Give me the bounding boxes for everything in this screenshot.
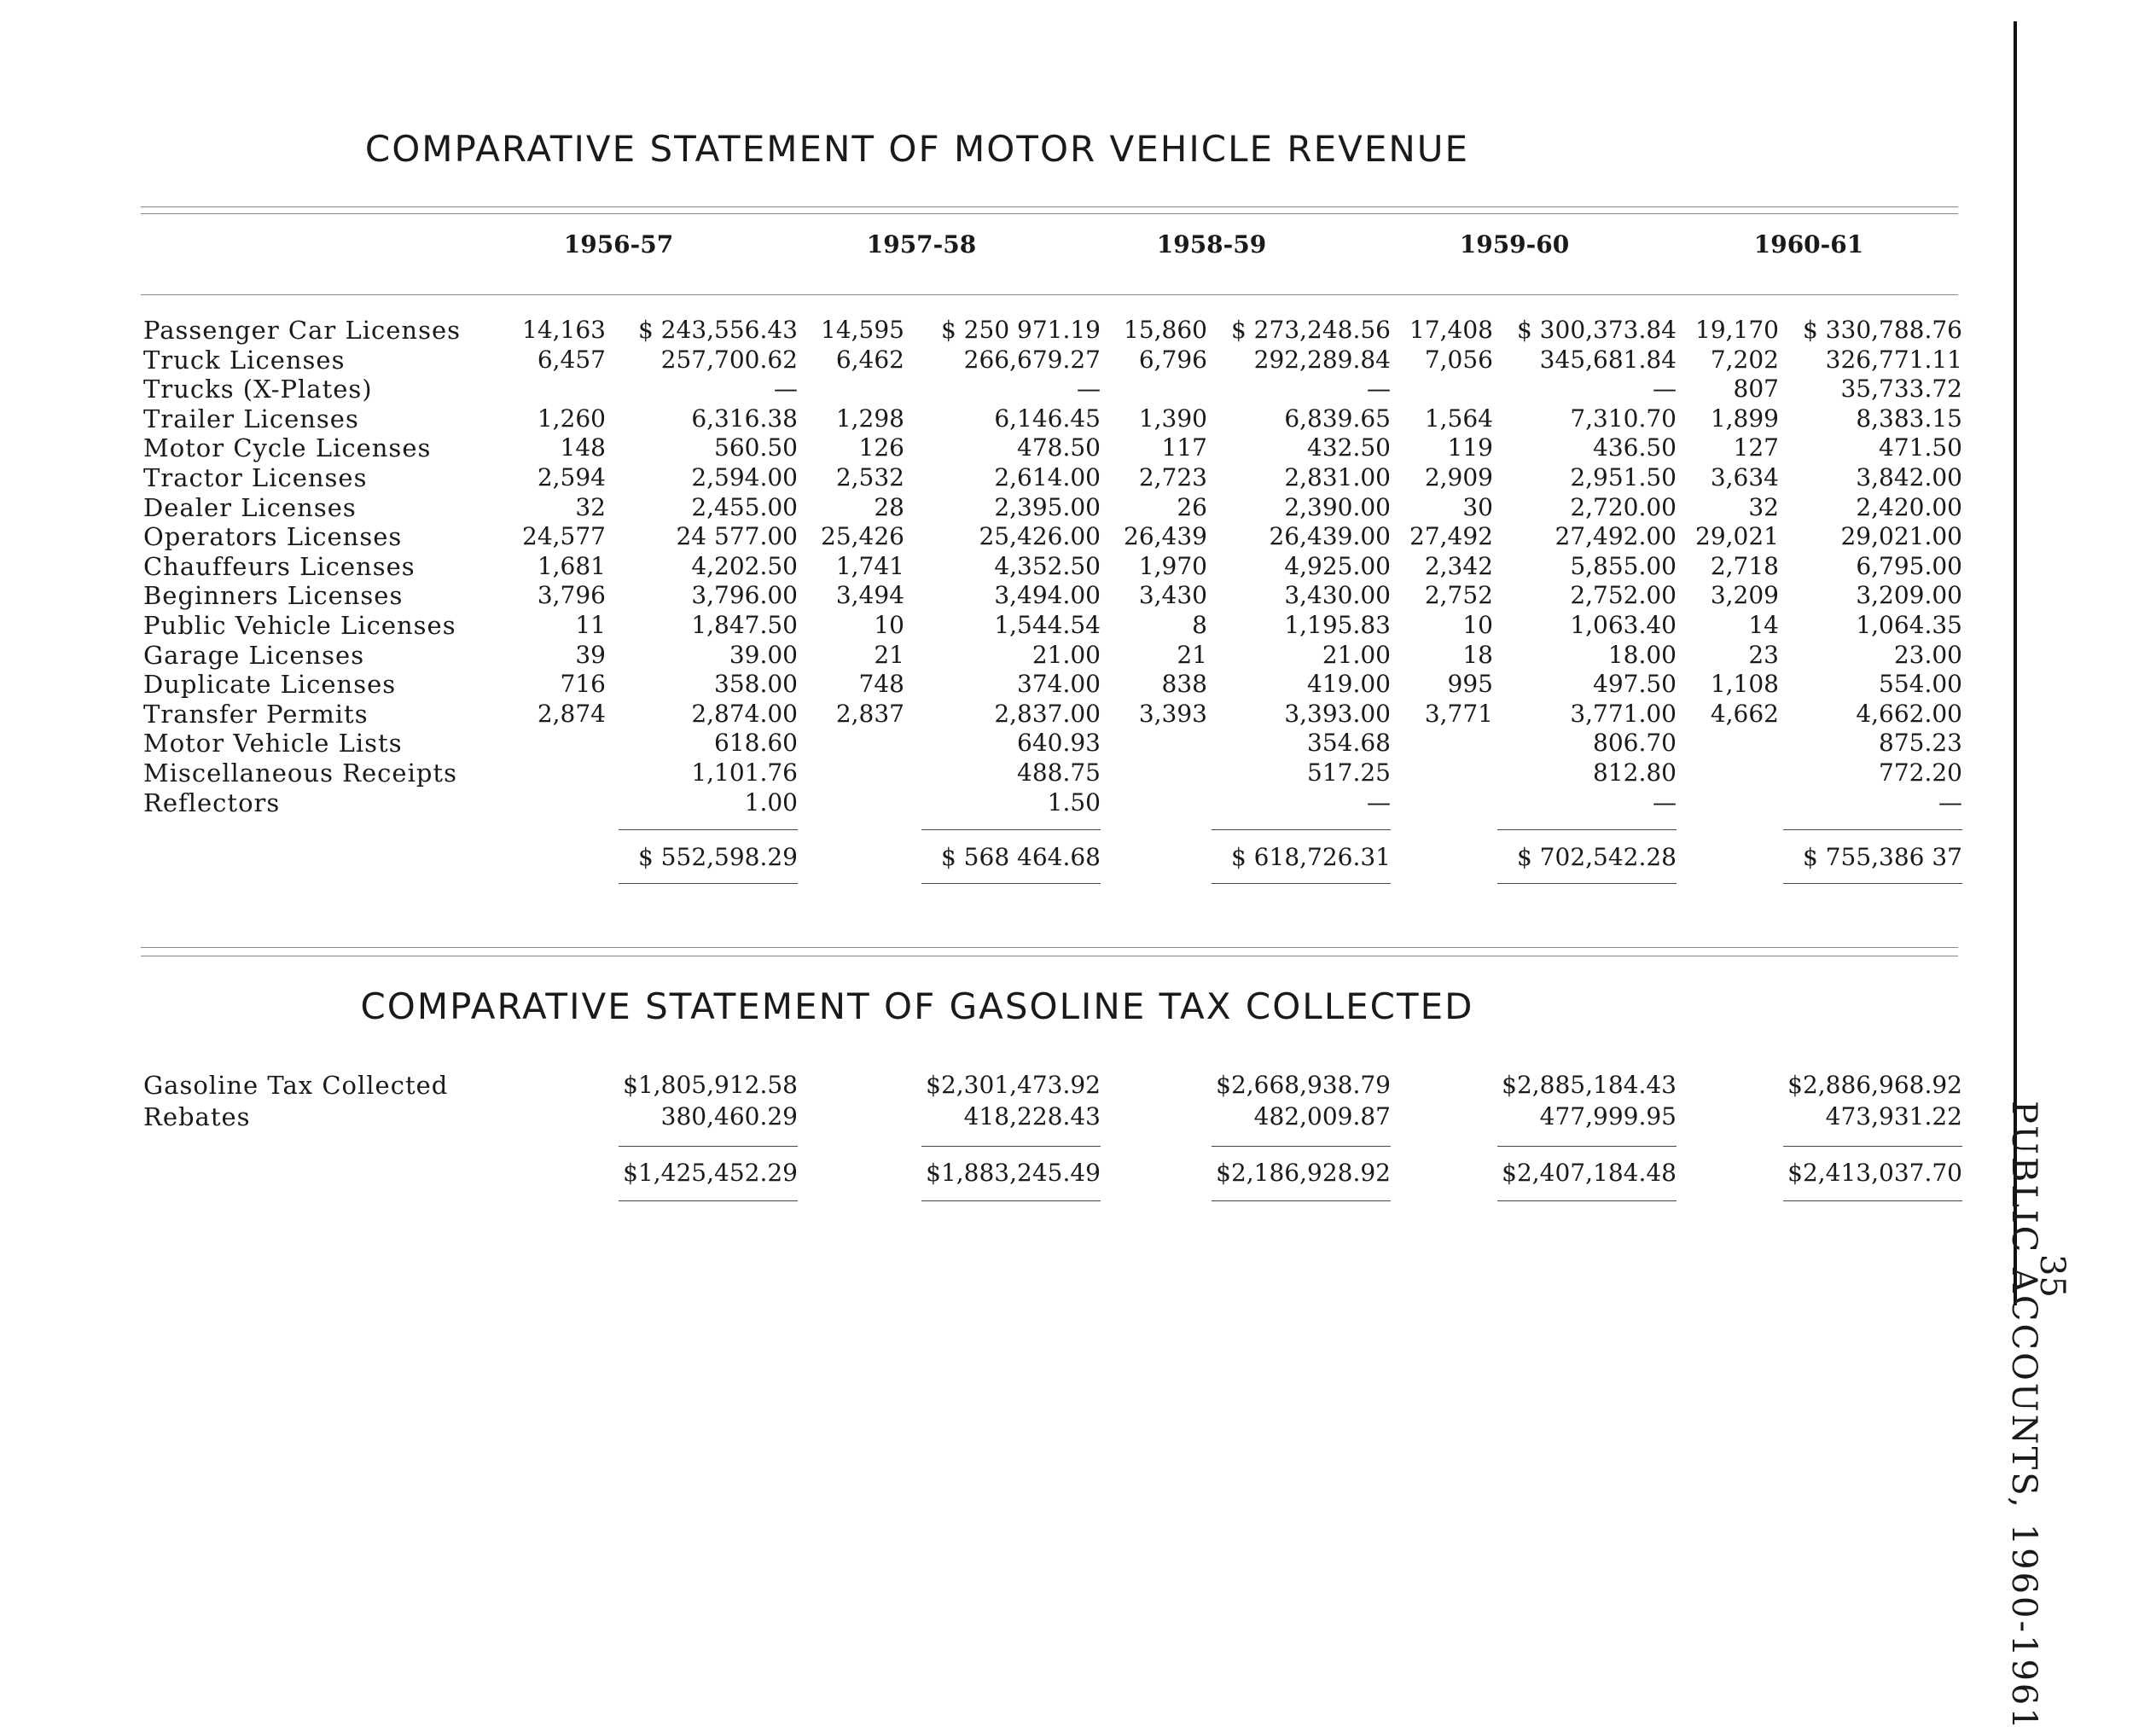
count-cell: 838: [1161, 670, 1207, 699]
amount-cell: 5,855.00: [1570, 551, 1677, 580]
count-cell: 2,909: [1424, 463, 1493, 491]
count-cell: 127: [1733, 433, 1779, 462]
rule: [141, 294, 1958, 295]
count-cell: 23: [1748, 640, 1779, 669]
count-cell: 3,430: [1138, 581, 1207, 610]
row-label: Passenger Car Licenses: [143, 316, 462, 345]
count-cell: 32: [575, 492, 606, 521]
count-cell: 14: [1748, 611, 1779, 639]
total-rule: [619, 1200, 798, 1201]
amount-cell: 326,771.11: [1825, 345, 1962, 374]
amount-cell: 3,796.00: [691, 581, 798, 610]
amount-cell: 1,847.50: [691, 611, 798, 639]
amount-cell: 640.93: [1017, 729, 1101, 758]
row-label: Public Vehicle Licenses: [143, 611, 456, 640]
total-rule: [1497, 1146, 1677, 1147]
amount-cell: 25,426.00: [979, 522, 1101, 551]
amount-cell: 478.50: [1017, 433, 1101, 462]
count-cell: 148: [560, 433, 606, 462]
total-cell: $ 618,726.31: [1230, 843, 1391, 871]
amount-cell: 26,439.00: [1269, 522, 1391, 551]
row-label: Beginners Licenses: [143, 581, 404, 611]
count-cell: 14,595: [821, 316, 904, 344]
amount-cell: —: [1653, 375, 1677, 404]
amount-cell: 18.00: [1607, 640, 1677, 669]
count-cell: 10: [1462, 611, 1493, 639]
total-rule: [1212, 883, 1391, 884]
motor-title: COMPARATIVE STATEMENT OF MOTOR VEHICLE REVENUE: [364, 128, 1470, 170]
amount-cell: 1,064.35: [1856, 611, 1962, 639]
amount-cell: 4,662.00: [1856, 699, 1962, 728]
amount-cell: $2,885,184.43: [1502, 1071, 1677, 1099]
amount-cell: 812.80: [1593, 758, 1677, 787]
amount-cell: 266,679.27: [963, 345, 1101, 374]
amount-cell: $ 300,373.84: [1516, 316, 1677, 344]
amount-cell: 4,352.50: [994, 551, 1101, 580]
count-cell: 26: [1177, 492, 1207, 521]
count-cell: 1,298: [835, 404, 904, 433]
row-label: Chauffeurs Licenses: [143, 551, 416, 581]
amount-cell: 517.25: [1307, 758, 1391, 787]
amount-cell: 354.68: [1307, 729, 1391, 758]
amount-cell: 3,494.00: [994, 581, 1101, 610]
count-cell: 26,439: [1124, 522, 1207, 551]
count-cell: 1,564: [1424, 404, 1493, 433]
amount-cell: 7,310.70: [1570, 404, 1677, 433]
amount-cell: 477,999.95: [1539, 1102, 1677, 1130]
count-cell: 21: [874, 640, 904, 669]
amount-cell: $ 330,788.76: [1802, 316, 1962, 344]
row-label: Operators Licenses: [143, 522, 403, 552]
amount-cell: 27,492.00: [1555, 522, 1677, 551]
total-rule: [619, 883, 798, 884]
year-header: 1960-61: [1753, 230, 1864, 259]
amount-cell: 3,430.00: [1284, 581, 1391, 610]
amount-cell: 3,393.00: [1284, 699, 1391, 728]
count-cell: 7,202: [1710, 345, 1779, 374]
count-cell: 1,390: [1138, 404, 1207, 433]
amount-cell: $2,301,473.92: [926, 1071, 1101, 1099]
count-cell: 1,108: [1710, 670, 1779, 699]
amount-cell: 1,195.83: [1284, 611, 1391, 639]
amount-cell: 1,544.54: [994, 611, 1101, 639]
amount-cell: 497.50: [1593, 670, 1677, 699]
row-label: Garage Licenses: [143, 640, 365, 670]
amount-cell: 3,209.00: [1856, 581, 1962, 610]
year-header: 1959-60: [1459, 230, 1570, 259]
amount-cell: 29,021.00: [1840, 522, 1962, 551]
count-cell: 3,209: [1710, 581, 1779, 610]
amount-cell: 806.70: [1593, 729, 1677, 758]
row-label: Motor Vehicle Lists: [143, 729, 403, 758]
total-rule: [1497, 829, 1677, 830]
total-rule: [1497, 1200, 1677, 1201]
count-cell: 807: [1733, 375, 1779, 404]
amount-cell: 482,009.87: [1253, 1102, 1391, 1130]
amount-cell: 2,951.50: [1570, 463, 1677, 491]
amount-cell: —: [1077, 375, 1101, 404]
total-rule: [619, 829, 798, 830]
count-cell: 18: [1462, 640, 1493, 669]
count-cell: 4,662: [1710, 699, 1779, 728]
amount-cell: $2,668,938.79: [1216, 1071, 1391, 1099]
amount-cell: 1.50: [1047, 788, 1101, 817]
count-cell: 25,426: [821, 522, 904, 551]
count-cell: 8: [1192, 611, 1207, 639]
row-label: Dealer Licenses: [143, 492, 357, 522]
amount-cell: 2,831.00: [1284, 463, 1391, 491]
amount-cell: 4,925.00: [1284, 551, 1391, 580]
amount-cell: —: [774, 375, 798, 404]
amount-cell: $ 243,556.43: [637, 316, 798, 344]
amount-cell: 6,146.45: [994, 404, 1101, 433]
amount-cell: 2,720.00: [1570, 492, 1677, 521]
amount-cell: 2,837.00: [994, 699, 1101, 728]
year-header: 1956-57: [563, 230, 674, 259]
total-cell: $2,407,184.48: [1502, 1159, 1677, 1187]
amount-cell: 257,700.62: [660, 345, 798, 374]
count-cell: 28: [874, 492, 904, 521]
count-cell: 11: [575, 611, 606, 639]
count-cell: 2,752: [1424, 581, 1493, 610]
amount-cell: 21.00: [1322, 640, 1391, 669]
total-cell: $ 702,542.28: [1516, 843, 1677, 871]
amount-cell: 554.00: [1879, 670, 1962, 699]
count-cell: 14,163: [522, 316, 606, 344]
year-header: 1958-59: [1156, 230, 1267, 259]
row-label: Tractor Licenses: [143, 463, 368, 492]
total-cell: $ 568 464.68: [940, 843, 1101, 871]
amount-cell: 1.00: [744, 788, 798, 817]
count-cell: 10: [874, 611, 904, 639]
row-label: Duplicate Licenses: [143, 670, 397, 700]
amount-cell: 471.50: [1879, 433, 1962, 462]
amount-cell: —: [1367, 788, 1391, 817]
amount-cell: 23.00: [1893, 640, 1962, 669]
total-rule: [1783, 883, 1962, 884]
amount-cell: 380,460.29: [660, 1102, 798, 1130]
total-rule: [921, 1146, 1101, 1147]
rule: [141, 213, 1958, 214]
amount-cell: 2,390.00: [1284, 492, 1391, 521]
row-label: Rebates: [143, 1102, 251, 1131]
amount-cell: 374.00: [1017, 670, 1101, 699]
row-label: Trucks (X-Plates): [143, 375, 373, 404]
amount-cell: 35,733.72: [1840, 375, 1962, 404]
count-cell: 2,723: [1138, 463, 1207, 491]
total-cell: $1,425,452.29: [623, 1159, 798, 1187]
count-cell: 1,970: [1138, 551, 1207, 580]
row-label: Truck Licenses: [143, 345, 346, 375]
amount-cell: 2,594.00: [691, 463, 798, 491]
row-label: Trailer Licenses: [143, 404, 359, 433]
count-cell: 716: [560, 670, 606, 699]
amount-cell: $2,886,968.92: [1787, 1071, 1962, 1099]
row-label: Miscellaneous Receipts: [143, 758, 457, 788]
count-cell: 995: [1447, 670, 1493, 699]
count-cell: 30: [1462, 492, 1493, 521]
amount-cell: 436.50: [1593, 433, 1677, 462]
total-rule: [1212, 829, 1391, 830]
amount-cell: 418,228.43: [963, 1102, 1101, 1130]
amount-cell: 39.00: [729, 640, 798, 669]
count-cell: 2,837: [835, 699, 904, 728]
amount-cell: 6,795.00: [1856, 551, 1962, 580]
amount-cell: 772.20: [1879, 758, 1962, 787]
row-label: Motor Cycle Licenses: [143, 433, 432, 463]
amount-cell: 345,681.84: [1539, 345, 1677, 374]
count-cell: 1,741: [835, 551, 904, 580]
rule: [141, 206, 1958, 207]
amount-cell: 2,395.00: [994, 492, 1101, 521]
amount-cell: 1,063.40: [1570, 611, 1677, 639]
count-cell: 3,796: [537, 581, 606, 610]
count-cell: 117: [1161, 433, 1207, 462]
amount-cell: $ 250 971.19: [940, 316, 1101, 344]
total-rule: [921, 883, 1101, 884]
total-rule: [1783, 829, 1962, 830]
total-rule: [921, 829, 1101, 830]
count-cell: 2,532: [835, 463, 904, 491]
amount-cell: 432.50: [1307, 433, 1391, 462]
amount-cell: 8,383.15: [1856, 404, 1962, 433]
count-cell: 19,170: [1695, 316, 1779, 344]
total-rule: [1497, 883, 1677, 884]
total-cell: $2,413,037.70: [1787, 1159, 1962, 1187]
amount-cell: 1,101.76: [691, 758, 798, 787]
count-cell: 39: [575, 640, 606, 669]
count-cell: 3,393: [1138, 699, 1207, 728]
amount-cell: 618.60: [714, 729, 798, 758]
count-cell: 3,771: [1424, 699, 1493, 728]
gas-title: COMPARATIVE STATEMENT OF GASOLINE TAX COLLECTED: [360, 985, 1474, 1027]
count-cell: 1,260: [537, 404, 606, 433]
amount-cell: 358.00: [714, 670, 798, 699]
total-rule: [1783, 1146, 1962, 1147]
amount-cell: 4,202.50: [691, 551, 798, 580]
total-rule: [1783, 1200, 1962, 1201]
count-cell: 7,056: [1424, 345, 1493, 374]
count-cell: 15,860: [1124, 316, 1207, 344]
row-label: Transfer Permits: [143, 699, 369, 729]
year-header: 1957-58: [866, 230, 977, 259]
amount-cell: $ 273,248.56: [1230, 316, 1391, 344]
count-cell: 21: [1177, 640, 1207, 669]
count-cell: 32: [1748, 492, 1779, 521]
amount-cell: 6,316.38: [691, 404, 798, 433]
count-cell: 27,492: [1409, 522, 1493, 551]
total-cell: $ 755,386 37: [1802, 843, 1962, 871]
amount-cell: 2,874.00: [691, 699, 798, 728]
running-head: PUBLIC ACCOUNTS, 1960-1961: [2004, 1101, 2043, 1732]
total-cell: $2,186,928.92: [1216, 1159, 1391, 1187]
amount-cell: 2,614.00: [994, 463, 1101, 491]
amount-cell: 21.00: [1032, 640, 1101, 669]
count-cell: 2,718: [1710, 551, 1779, 580]
amount-cell: 560.50: [714, 433, 798, 462]
count-cell: 6,457: [537, 345, 606, 374]
total-rule: [1212, 1146, 1391, 1147]
total-cell: $1,883,245.49: [926, 1159, 1101, 1187]
count-cell: 3,634: [1710, 463, 1779, 491]
count-cell: 2,594: [537, 463, 606, 491]
count-cell: 24,577: [522, 522, 606, 551]
amount-cell: 3,771.00: [1570, 699, 1677, 728]
amount-cell: 2,420.00: [1856, 492, 1962, 521]
count-cell: 17,408: [1409, 316, 1493, 344]
page-number: 35: [2032, 1254, 2072, 1298]
amount-cell: 6,839.65: [1284, 404, 1391, 433]
amount-cell: $1,805,912.58: [623, 1071, 798, 1099]
amount-cell: 2,752.00: [1570, 581, 1677, 610]
amount-cell: 3,842.00: [1856, 463, 1962, 491]
count-cell: 1,899: [1710, 404, 1779, 433]
total-rule: [619, 1146, 798, 1147]
amount-cell: 488.75: [1017, 758, 1101, 787]
row-label: Gasoline Tax Collected: [143, 1071, 449, 1100]
count-cell: 6,796: [1138, 345, 1207, 374]
row-label: Reflectors: [143, 788, 281, 817]
count-cell: 6,462: [835, 345, 904, 374]
count-cell: 119: [1447, 433, 1493, 462]
amount-cell: 2,455.00: [691, 492, 798, 521]
count-cell: 2,874: [537, 699, 606, 728]
count-cell: 29,021: [1695, 522, 1779, 551]
amount-cell: —: [1367, 375, 1391, 404]
count-cell: 1,681: [537, 551, 606, 580]
amount-cell: 292,289.84: [1253, 345, 1391, 374]
count-cell: 2,342: [1424, 551, 1493, 580]
amount-cell: 875.23: [1879, 729, 1962, 758]
amount-cell: —: [1653, 788, 1677, 817]
count-cell: 126: [858, 433, 904, 462]
rule: [141, 947, 1958, 948]
total-rule: [921, 1200, 1101, 1201]
amount-cell: —: [1938, 788, 1962, 817]
amount-cell: 419.00: [1307, 670, 1391, 699]
total-cell: $ 552,598.29: [637, 843, 798, 871]
amount-cell: 473,931.22: [1825, 1102, 1962, 1130]
total-rule: [1212, 1200, 1391, 1201]
count-cell: 3,494: [835, 581, 904, 610]
count-cell: 748: [858, 670, 904, 699]
amount-cell: 24 577.00: [676, 522, 798, 551]
